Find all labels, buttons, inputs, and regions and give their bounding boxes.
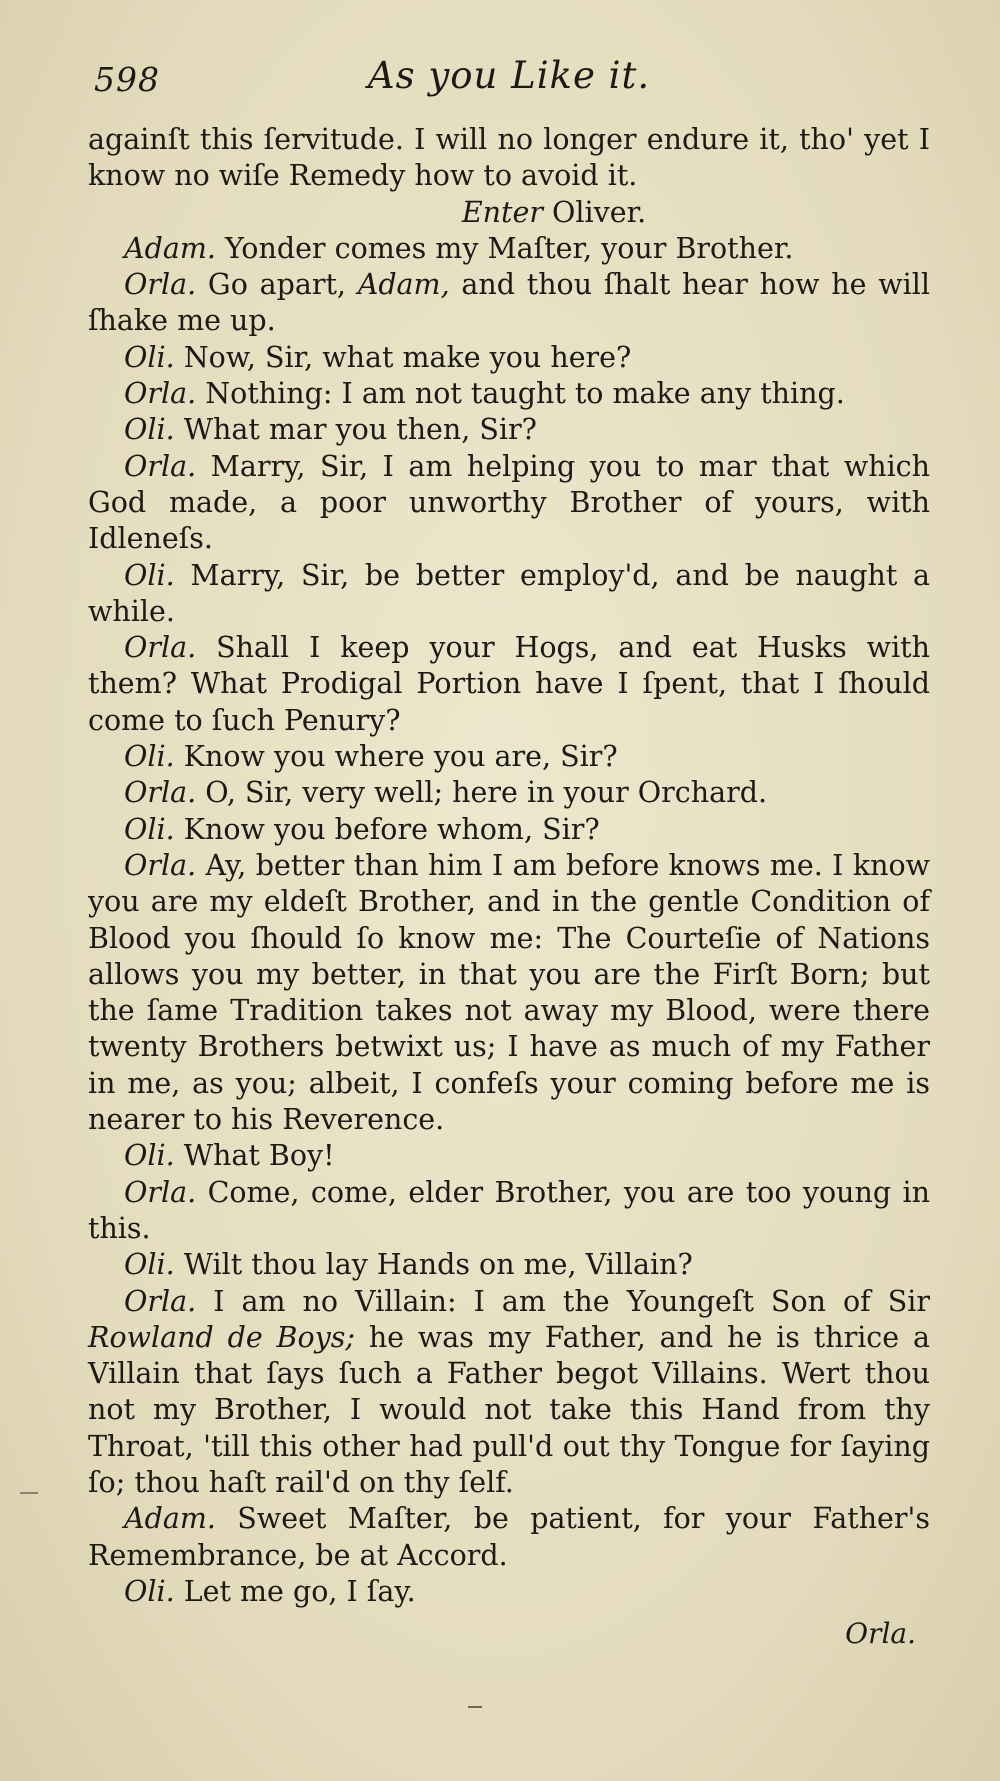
opening-paragraph: againſt this ſervitude. I will no longer endure it, tho' yet I know no wiſe Remedy how to avoid it.	[88, 123, 930, 193]
speech-text: Ay, better than him I am before knows me. I know you are my eldeſt Brother, and in the gentle Condition of Blood you ſhould ſo know me: The Courteſie of Nations allows you my better, in that you are the Firſt Born; but the ſame Tradition takes not away my Blood, were there twenty Brothers betwixt us; I have as much of my Father in me, as you; albeit, I confeſs your coming before me is nearer to his Reverence.	[88, 848, 930, 1137]
speaker-name: Orla.	[124, 848, 197, 882]
running-title: As you Like it.	[367, 54, 651, 97]
page-number: 598	[94, 60, 160, 99]
speech	[88, 1574, 930, 1610]
speech	[88, 1247, 930, 1283]
speech-italic-name: Adam,	[357, 268, 450, 302]
catchword: Orla.	[845, 1617, 916, 1651]
speech-text: Nothing: I am not taught to make any thing.	[205, 377, 845, 411]
speech-text: What Boy!	[183, 1139, 335, 1173]
speaker-name: Orla.	[124, 268, 197, 302]
speaker-name: Oli.	[124, 1248, 175, 1282]
speech	[88, 848, 930, 1138]
speech-text: Let me go, I ſay.	[183, 1574, 416, 1608]
speech-text: Now, Sir, what make you here?	[183, 340, 632, 374]
speech-text: Know you before whom, Sir?	[183, 812, 600, 846]
speech-text: Marry, Sir, I am helping you to mar that which God made, a poor unworthy Brother of yours, with Idleneſs.	[88, 449, 930, 556]
speech-text-continued: he was my Father, and he is thrice a Villain that ſays ſuch a Father begot Villains. Wert thou not my Brother, I would not take this Hand from thy Throat, 'till this other had pull'd out thy Tongue for ſaying ſo; thou haſt rail'd on thy ſelf.	[88, 1320, 930, 1499]
page-header	[88, 52, 930, 122]
speech	[88, 775, 930, 811]
speaker-name: Oli.	[124, 812, 175, 846]
speech	[88, 1284, 930, 1502]
page-text	[88, 122, 930, 1652]
speaker-name: Oli.	[124, 1139, 175, 1173]
speech	[88, 449, 930, 558]
speaker-name: Orla.	[124, 449, 197, 483]
speaker-name: Orla.	[124, 776, 197, 810]
margin-mark	[20, 1492, 38, 1494]
speech-italic-name: Rowland de Boys;	[88, 1320, 355, 1354]
speaker-name: Oli.	[124, 740, 175, 774]
speaker-name: Adam.	[124, 1502, 216, 1536]
speech	[88, 1175, 930, 1248]
stage-direction-character: Oliver.	[552, 195, 647, 229]
speech	[88, 340, 930, 376]
speech-text: Wilt thou lay Hands on me, Villain?	[183, 1248, 693, 1282]
speaker-name: Orla.	[124, 1284, 197, 1318]
speech-text: Go apart,	[207, 268, 358, 302]
speech	[88, 1501, 930, 1574]
stage-direction-verb: Enter	[461, 195, 543, 229]
speaker-name: Orla.	[124, 631, 197, 665]
speech-text: Shall I keep your Hogs, and eat Husks with them? What Prodigal Portion have I ſpent, that I ſhould come to ſuch Penury?	[88, 631, 930, 737]
bottom-mark	[468, 1706, 482, 1708]
speech	[88, 267, 930, 340]
speech-text: O, Sir, very well; here in your Orchard.	[205, 776, 768, 810]
speaker-name: Orla.	[124, 377, 197, 411]
speaker-name: Oli.	[124, 558, 175, 592]
speaker-name: Oli.	[124, 413, 175, 447]
speech	[88, 412, 930, 448]
speech-text: Yonder comes my Maſter, your Brother.	[224, 231, 794, 265]
speech	[88, 231, 930, 267]
speech-text-continued: and thou ſhalt hear how he will ſhake me up.	[88, 268, 931, 338]
speech-text: Come, come, elder Brother, you are too young in this.	[88, 1175, 930, 1245]
speech	[88, 630, 930, 739]
speaker-name: Orla.	[124, 1175, 197, 1209]
speech	[88, 1138, 930, 1174]
speech	[88, 376, 930, 412]
speaker-name: Oli.	[124, 1574, 175, 1608]
speech	[88, 812, 930, 848]
speech-text: I am no Villain: I am the Youngeſt Son of Sir	[213, 1284, 930, 1318]
speech-text: Sweet Maſter, be patient, for your Father's Remembrance, be at Accord.	[88, 1502, 931, 1572]
speech	[88, 739, 930, 775]
speech-text: Know you where you are, Sir?	[183, 740, 618, 774]
book-page	[88, 52, 930, 1652]
speaker-name: Oli.	[124, 340, 175, 374]
speech	[88, 558, 930, 631]
speech-text: Marry, Sir, be better employ'd, and be naught a while.	[88, 558, 931, 628]
speech-text: What mar you then, Sir?	[183, 413, 537, 447]
stage-direction	[88, 195, 930, 231]
speaker-name: Adam.	[124, 231, 216, 265]
